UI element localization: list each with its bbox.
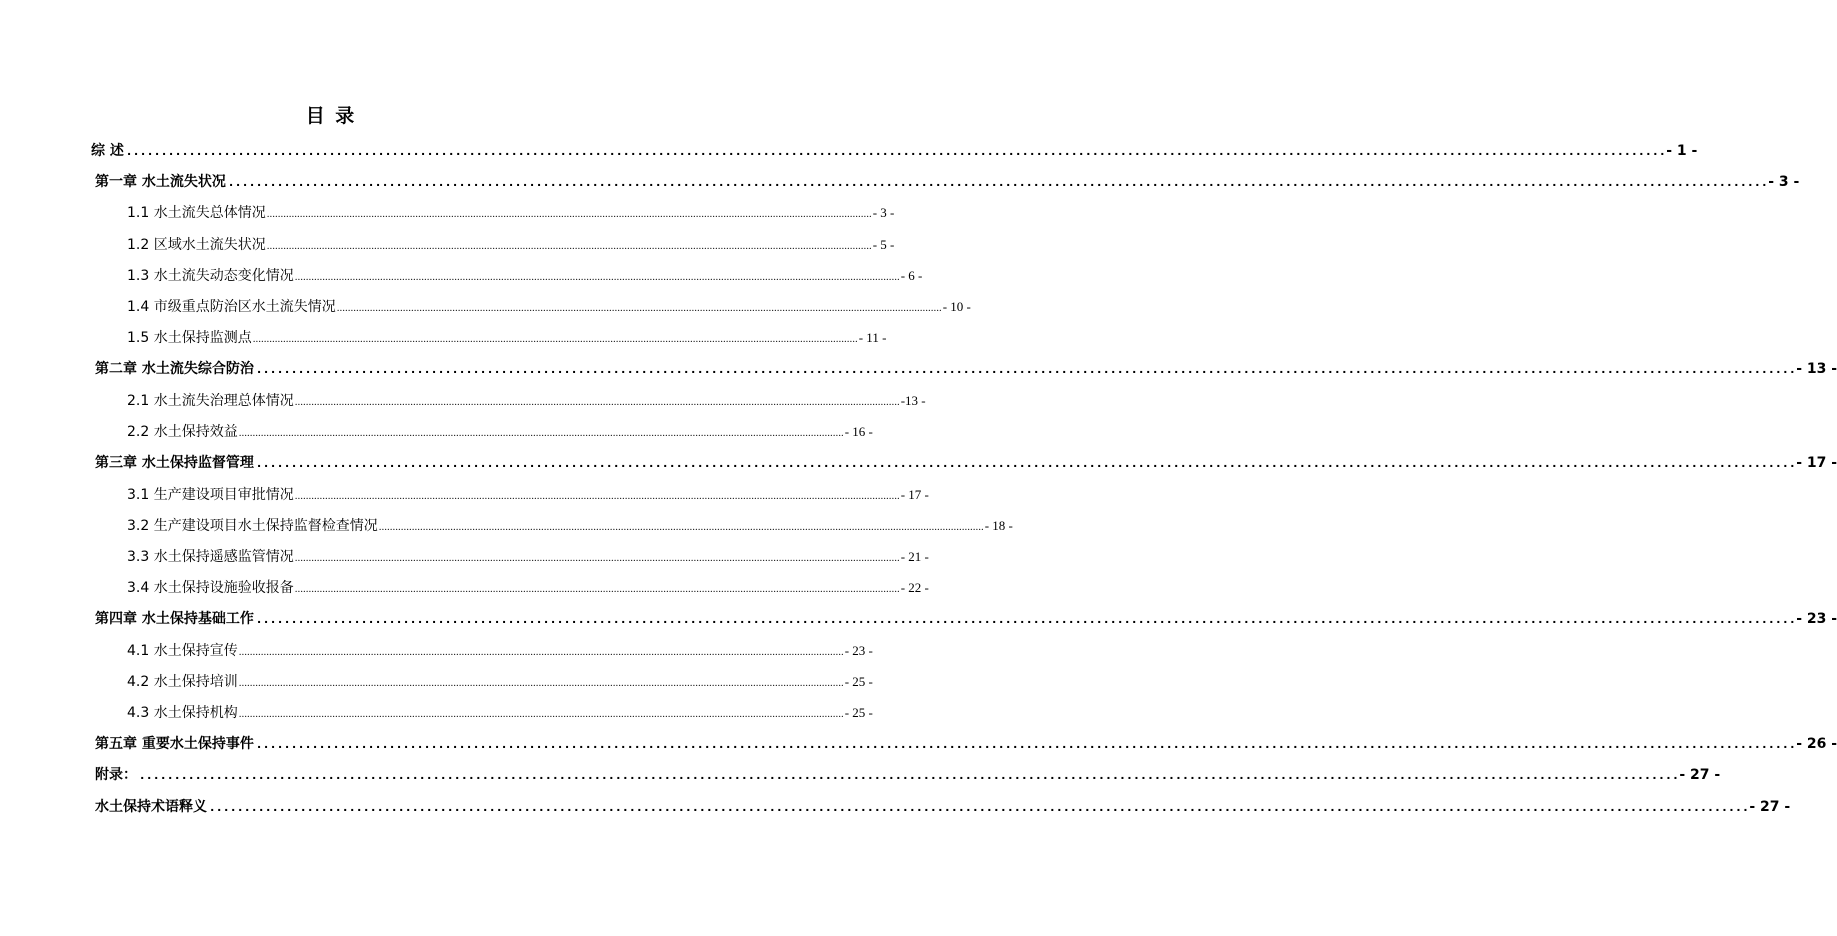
toc-entry-title: 1.1 水土流失总体情况 [127,205,266,221]
toc-entry-title: 4.1 水土保持宣传 [127,643,238,659]
toc-entry-title: 4.2 水土保持培训 [127,674,238,690]
dot-leader: ............................................................................................................................................................................................................................ [238,427,844,439]
toc-section-row[interactable] [127,421,873,445]
dot-leader: ............................................................................................................................................................................................................................ [266,240,872,252]
dot-leader: ............................................................................................................................................................................................................................ [254,456,1796,472]
toc-section-row[interactable] [127,265,923,289]
toc-section-row[interactable] [127,577,929,601]
toc-section-row[interactable] [127,515,1013,539]
dot-leader: ............................................................................................................................................................................................................................ [294,552,900,564]
toc-page-number: - 23 - [844,643,873,658]
toc-page-number: - 16 - [844,424,873,439]
toc-chapter-row[interactable] [91,140,1698,164]
toc-entry-title: 第五章 重要水土保持事件 [95,736,254,752]
toc-chapter-row[interactable] [95,764,1721,788]
toc-page-number: - 21 - [900,549,929,564]
dot-leader: ............................................................................................................................................................................................................................ [294,490,900,502]
toc-page-number: - 27 - [1749,799,1791,815]
toc-section-row[interactable] [127,546,929,570]
toc-page-number: - 25 - [844,705,873,720]
toc-section-row[interactable] [127,484,929,508]
toc-entry-title: 第四章 水土保持基础工作 [95,611,254,627]
toc-page-number: - 6 - [900,268,923,283]
toc-section-row[interactable] [127,640,873,664]
toc-page-number: - 11 - [858,330,887,345]
dot-leader: ............................................................................................................................................................................................................................ [294,271,900,283]
toc-page-number: - 22 - [900,580,929,595]
toc-entry-title: 3.3 水土保持遥感监管情况 [127,549,294,565]
toc-chapter-row[interactable] [95,733,1837,757]
toc-page-number: - 18 - [984,518,1013,533]
toc-section-row[interactable] [127,671,873,695]
toc-page-number: - 26 - [1796,736,1837,752]
toc-page-number: - 5 - [872,237,895,252]
toc-entry-title: 1.5 水土保持监测点 [127,330,252,346]
toc-chapter-row[interactable] [95,358,1837,382]
toc-page-number: -13 - [900,393,926,408]
toc-page-number: - 13 - [1796,361,1837,377]
dot-leader: ............................................................................................................................................................................................................................ [266,208,872,220]
dot-leader: ............................................................................................................................................................................................................................ [138,768,1679,784]
toc-entry-title: 4.3 水土保持机构 [127,705,238,721]
page-title: 目 录 [305,105,357,127]
toc-entry-title: 第二章 水土流失综合防治 [95,361,254,377]
toc-section-row[interactable] [127,234,895,258]
toc-entry-title: 水土保持术语释义 [95,799,207,815]
toc-entry-title: 附录： [95,767,137,783]
toc-section-row[interactable] [127,296,971,320]
toc-page-number: - 23 - [1796,611,1837,627]
toc-page-number: - 1 - [1666,143,1698,159]
toc-chapter-row[interactable] [95,171,1800,195]
toc-section-row[interactable] [127,390,926,414]
dot-leader: ............................................................................................................................................................................................................................ [252,333,858,345]
toc-entry-title: 3.1 生产建设项目审批情况 [127,487,294,503]
toc-entry-title: 3.2 生产建设项目水土保持监督检查情况 [127,518,378,534]
dot-leader: ............................................................................................................................................................................................................................ [254,612,1796,628]
dot-leader: ............................................................................................................................................................................................................................ [238,646,844,658]
toc-entry-title: 第一章 水土流失状况 [95,174,226,190]
toc-chapter-row[interactable] [95,796,1791,820]
toc-page-number: - 10 - [942,299,971,314]
toc-page-number: - 25 - [844,674,873,689]
dot-leader: ............................................................................................................................................................................................................................ [254,737,1796,753]
toc-entry-title: 1.2 区域水土流失状况 [127,237,266,253]
toc-entry-title: 2.1 水土流失治理总体情况 [127,393,294,409]
toc-chapter-row[interactable] [95,608,1837,632]
toc-page-number: - 17 - [1796,455,1837,471]
toc-page-number: - 17 - [900,487,929,502]
toc-chapter-row[interactable] [95,452,1837,476]
dot-leader: ............................................................................................................................................................................................................................ [254,362,1796,378]
toc-entry-title: 2.2 水土保持效益 [127,424,238,440]
toc-entry-title: 综 述 [91,143,124,159]
toc-page-number: - 3 - [872,205,895,220]
dot-leader: ............................................................................................................................................................................................................................ [124,144,1666,160]
dot-leader: ............................................................................................................................................................................................................................ [238,677,844,689]
toc-entry-title: 1.4 市级重点防治区水土流失情况 [127,299,336,315]
toc-entry-title: 第三章 水土保持监督管理 [95,455,254,471]
toc-section-row[interactable] [127,202,895,226]
dot-leader: ............................................................................................................................................................................................................................ [294,396,900,408]
toc-section-row[interactable] [127,327,887,351]
dot-leader: ............................................................................................................................................................................................................................ [208,800,1749,816]
dot-leader: ............................................................................................................................................................................................................................ [238,708,844,720]
toc-section-row[interactable] [127,702,873,726]
toc-entry-title: 1.3 水土流失动态变化情况 [127,268,294,284]
dot-leader: ............................................................................................................................................................................................................................ [226,175,1768,191]
toc-page-number: - 27 - [1679,767,1721,783]
dot-leader: ............................................................................................................................................................................................................................ [378,521,984,533]
dot-leader: ............................................................................................................................................................................................................................ [294,583,900,595]
toc-entry-title: 3.4 水土保持设施验收报备 [127,580,294,596]
dot-leader: ............................................................................................................................................................................................................................ [336,302,942,314]
toc-page-number: - 3 - [1768,174,1800,190]
